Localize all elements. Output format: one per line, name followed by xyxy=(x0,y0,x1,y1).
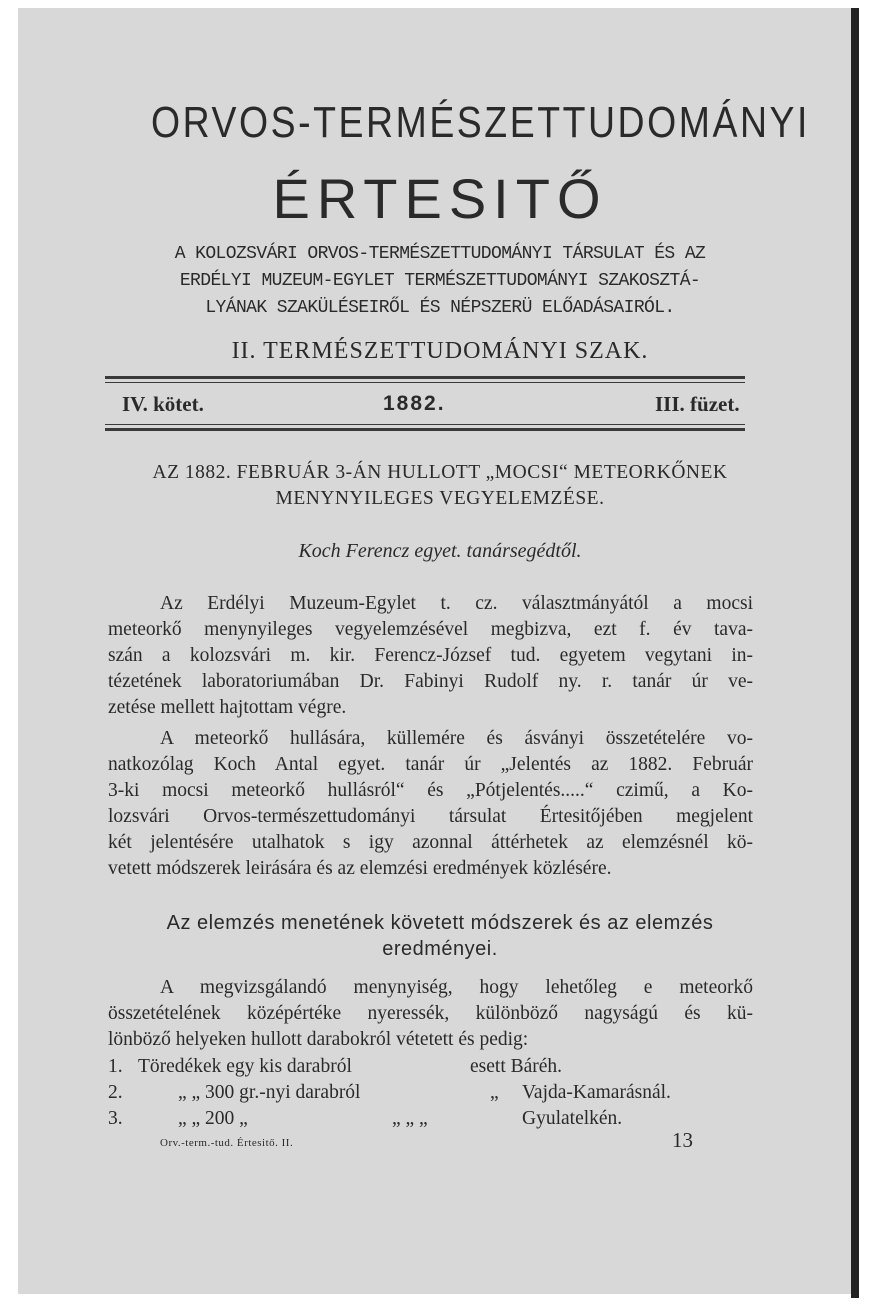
section-heading-line: Az elemzés menetének követett módszerek és az elemzés xyxy=(166,912,714,934)
list-description: „ „ 200 „ xyxy=(178,1108,248,1129)
list-description: Töredékek egy kis darabról xyxy=(138,1056,352,1077)
text-line: összetételének középértéke nyeressék, különböző nagyságú és kü- xyxy=(108,1003,753,1024)
issue-label: III. füzet. xyxy=(655,392,740,416)
text-line: lönböző helyeken hullott darabokról vétetett és pedig: xyxy=(108,1029,529,1050)
rule-divider xyxy=(105,424,745,425)
paragraph-samples xyxy=(108,975,753,1053)
list-place: Vajda-Kamarásnál. xyxy=(522,1082,671,1103)
article-author: Koch Ferencz egyet. tanársegédtől. xyxy=(298,540,582,562)
text-line: A megvizsgálandó menynyiség, hogy lehetőleg e meteorkő xyxy=(160,977,753,998)
list-description: „ „ 300 gr.-nyi darabról xyxy=(178,1082,361,1103)
text-line: A meteorkő hullására, küllemére és ásványi összetételére vo- xyxy=(160,728,753,749)
masthead-subtitle-line: ERDÉLYI MUZEUM-EGYLET TERMÉSZETTUDOMÁNYI SZAKOSZTÁ- xyxy=(179,271,701,291)
masthead-title-line1: ORVOS-TERMÉSZETTUDOMÁNYI xyxy=(151,98,810,147)
list-place: Gyulatelkén. xyxy=(522,1108,623,1129)
list-number: 1. xyxy=(108,1056,123,1077)
text-line: meteorkő menynyileges vegyelemzésével megbizva, ezt f. év tava- xyxy=(108,619,753,640)
article-title-line: MENYNYILEGES VEGYELEMZÉSE. xyxy=(275,488,605,509)
year-label: 1882. xyxy=(383,392,446,415)
rule-divider xyxy=(105,382,745,383)
masthead-subtitle-line: LYÁNAK SZAKÜLÉSEIRŐL ÉS NÉPSZERÜ ELŐADÁSAIRÓL. xyxy=(205,298,675,318)
printer-signature: Orv.-term.-tud. Értesitő. II. xyxy=(160,1137,294,1149)
text-line: vetett módszerek leirására és az elemzési eredmények közlésére. xyxy=(108,858,612,879)
rule-divider xyxy=(105,428,745,431)
list-number: 3. xyxy=(108,1108,123,1129)
rule-divider xyxy=(105,376,745,379)
paragraph-references xyxy=(108,726,753,882)
text-line: natkozólag Koch Antal egyet. tanár úr „Jelentés az 1882. Február xyxy=(108,754,753,775)
paragraph-intro xyxy=(108,591,753,721)
text-line: tézetének laboratoriumában Dr. Fabinyi Rudolf ny. r. tanár úr ve- xyxy=(108,671,753,692)
list-place: esett Báréh. xyxy=(470,1056,563,1077)
page-number: 13 xyxy=(672,1128,693,1152)
text-line: szán a kolozsvári m. kir. Ferencz-József tud. egyetem vegytani in- xyxy=(108,645,753,666)
list-number: 2. xyxy=(108,1082,123,1103)
section-heading-line: eredményei. xyxy=(382,938,498,960)
section-name: II. TERMÉSZETTUDOMÁNYI SZAK. xyxy=(231,338,649,364)
masthead-title-line2: ÉRTESITŐ xyxy=(272,167,608,230)
text-line: két jelentésére utalhatok s igy azonnal áttérhetek az elemzésnél kö- xyxy=(108,832,753,853)
masthead-subtitle-line: A KOLOZSVÁRI ORVOS-TERMÉSZETTUDOMÁNYI TÁRSULAT ÉS AZ xyxy=(174,244,706,264)
text-line: 3-ki mocsi meteorkő hullásról“ és „Pótjelentés.....“ czimű, a Ko- xyxy=(108,780,753,801)
volume-label: IV. kötet. xyxy=(122,392,204,416)
text-line: lozsvári Orvos-természettudományi társulat Értesitőjében megjelent xyxy=(108,806,753,827)
text-line: Az Erdélyi Muzeum-Egylet t. cz. választmányától a mocsi xyxy=(160,593,753,614)
list-ditto: „ xyxy=(490,1082,499,1103)
list-ditto: „ „ „ xyxy=(392,1108,428,1129)
text-line: zetése mellett hajtottam végre. xyxy=(108,697,347,718)
page-edge-shadow xyxy=(851,8,859,1298)
article-title-line: AZ 1882. FEBRUÁR 3-ÁN HULLOTT „MOCSI“ METEORKŐNEK xyxy=(152,462,728,483)
